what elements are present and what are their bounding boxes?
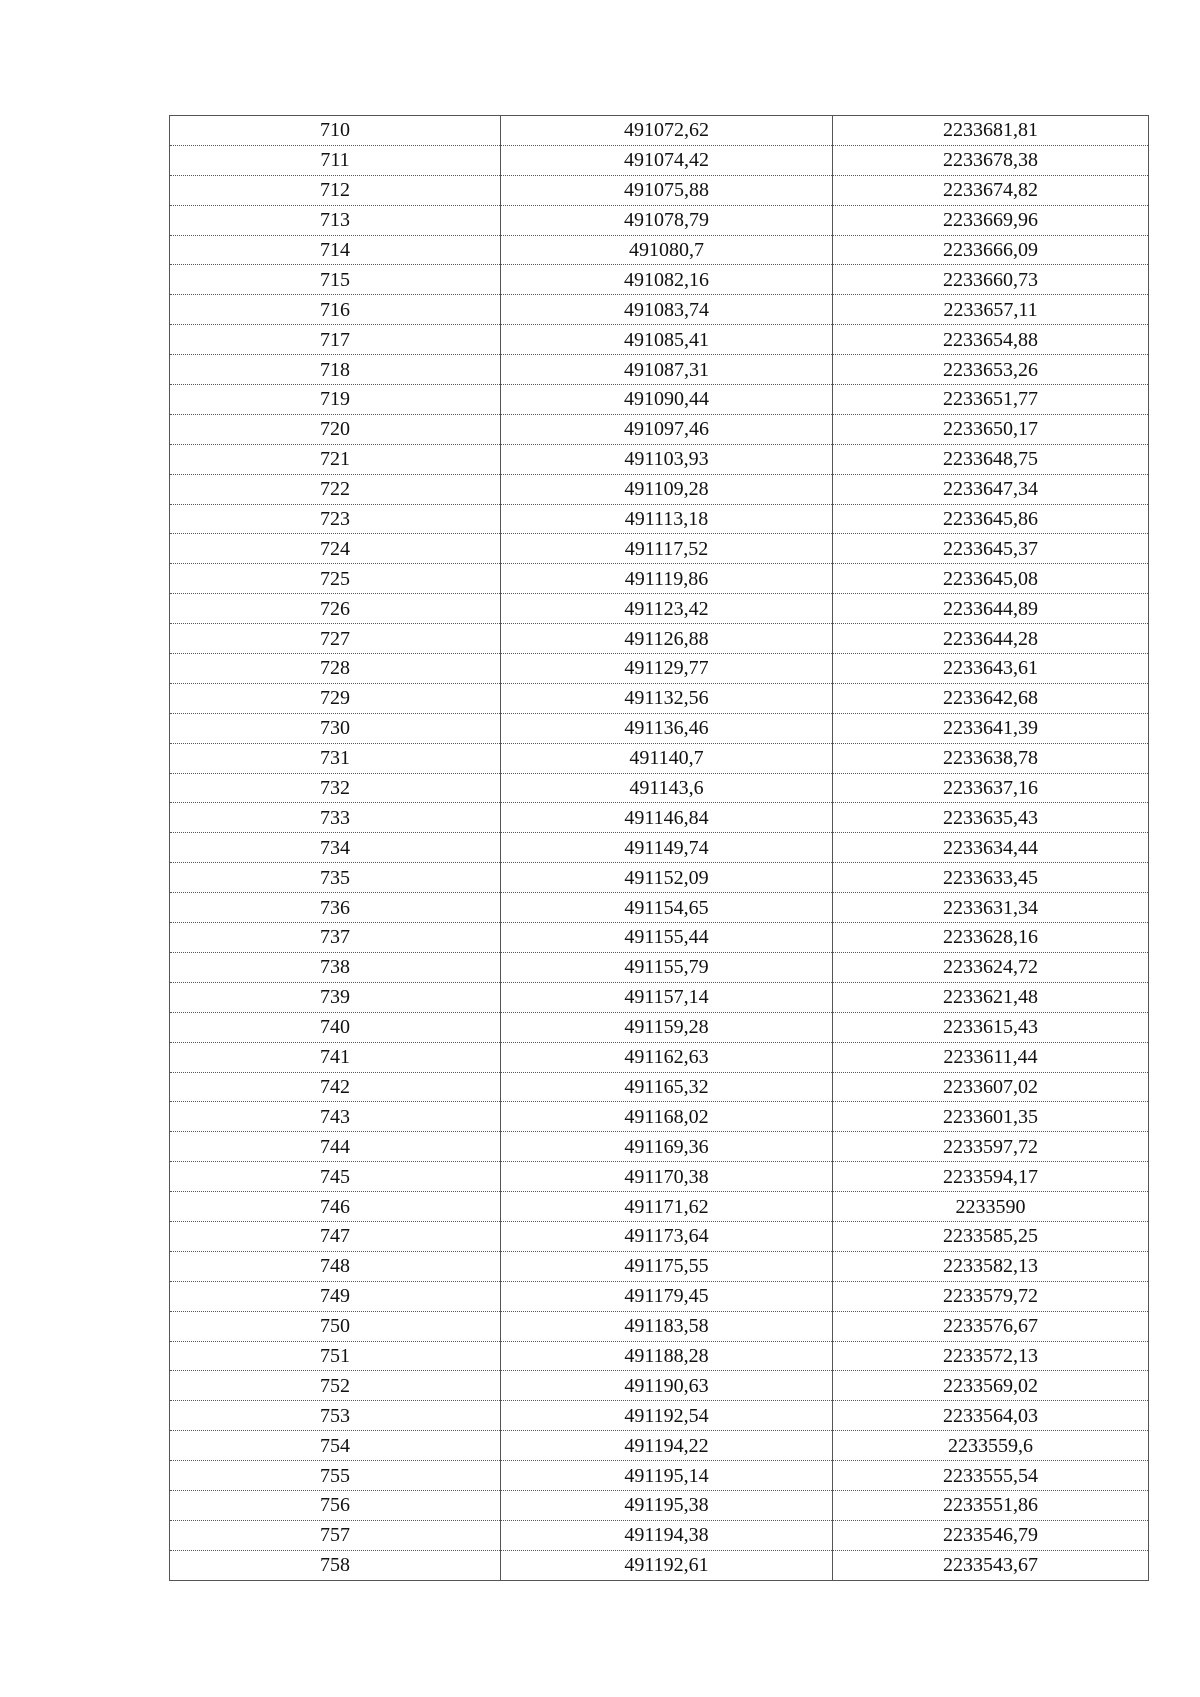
- point-number-cell: 753: [170, 1401, 501, 1431]
- y-coordinate-cell: 2233645,37: [833, 534, 1149, 564]
- y-coordinate-cell: 2233678,38: [833, 145, 1149, 175]
- y-coordinate-cell: 2233635,43: [833, 803, 1149, 833]
- point-number-cell: 752: [170, 1371, 501, 1401]
- point-number-cell: 742: [170, 1072, 501, 1102]
- x-coordinate-cell: 491078,79: [501, 205, 833, 235]
- point-number-cell: 738: [170, 952, 501, 982]
- x-coordinate-cell: 491074,42: [501, 145, 833, 175]
- y-coordinate-cell: 2233543,67: [833, 1550, 1149, 1580]
- y-coordinate-cell: 2233644,89: [833, 594, 1149, 624]
- x-coordinate-cell: 491195,14: [501, 1461, 833, 1491]
- table-row: [170, 205, 1149, 235]
- point-number-cell: 743: [170, 1102, 501, 1132]
- x-coordinate-cell: 491097,46: [501, 414, 833, 444]
- table-row: [170, 1102, 1149, 1132]
- x-coordinate-cell: 491162,63: [501, 1042, 833, 1072]
- table-row: [170, 863, 1149, 893]
- point-number-cell: 754: [170, 1431, 501, 1461]
- x-coordinate-cell: 491179,45: [501, 1281, 833, 1311]
- point-number-cell: 758: [170, 1550, 501, 1580]
- point-number-cell: 755: [170, 1461, 501, 1491]
- table-row: [170, 1042, 1149, 1072]
- point-number-cell: 727: [170, 624, 501, 654]
- table-row: [170, 713, 1149, 743]
- y-coordinate-cell: 2233624,72: [833, 952, 1149, 982]
- point-number-cell: 724: [170, 534, 501, 564]
- table-row: [170, 1251, 1149, 1281]
- x-coordinate-cell: 491168,02: [501, 1102, 833, 1132]
- table-row: [170, 564, 1149, 594]
- table-row: [170, 923, 1149, 953]
- y-coordinate-cell: 2233597,72: [833, 1132, 1149, 1162]
- coordinates-table-body: [170, 116, 1149, 1581]
- y-coordinate-cell: 2233681,81: [833, 116, 1149, 146]
- point-number-cell: 746: [170, 1192, 501, 1222]
- x-coordinate-cell: 491082,16: [501, 265, 833, 295]
- x-coordinate-cell: 491109,28: [501, 474, 833, 504]
- table-row: [170, 1311, 1149, 1341]
- table-row: [170, 743, 1149, 773]
- y-coordinate-cell: 2233590: [833, 1192, 1149, 1222]
- point-number-cell: 731: [170, 743, 501, 773]
- x-coordinate-cell: 491159,28: [501, 1012, 833, 1042]
- point-number-cell: 721: [170, 444, 501, 474]
- point-number-cell: 729: [170, 683, 501, 713]
- x-coordinate-cell: 491194,22: [501, 1431, 833, 1461]
- x-coordinate-cell: 491152,09: [501, 863, 833, 893]
- y-coordinate-cell: 2233641,39: [833, 713, 1149, 743]
- x-coordinate-cell: 491080,7: [501, 235, 833, 265]
- y-coordinate-cell: 2233601,35: [833, 1102, 1149, 1132]
- x-coordinate-cell: 491140,7: [501, 743, 833, 773]
- point-number-cell: 747: [170, 1221, 501, 1251]
- y-coordinate-cell: 2233611,44: [833, 1042, 1149, 1072]
- point-number-cell: 713: [170, 205, 501, 235]
- point-number-cell: 716: [170, 295, 501, 325]
- y-coordinate-cell: 2233638,78: [833, 743, 1149, 773]
- point-number-cell: 748: [170, 1251, 501, 1281]
- table-row: [170, 1520, 1149, 1550]
- x-coordinate-cell: 491087,31: [501, 355, 833, 385]
- point-number-cell: 718: [170, 355, 501, 385]
- x-coordinate-cell: 491146,84: [501, 803, 833, 833]
- point-number-cell: 725: [170, 564, 501, 594]
- x-coordinate-cell: 491123,42: [501, 594, 833, 624]
- table-row: [170, 683, 1149, 713]
- table-row: [170, 893, 1149, 923]
- x-coordinate-cell: 491173,64: [501, 1221, 833, 1251]
- y-coordinate-cell: 2233647,34: [833, 474, 1149, 504]
- x-coordinate-cell: 491143,6: [501, 773, 833, 803]
- y-coordinate-cell: 2233657,11: [833, 295, 1149, 325]
- table-row: [170, 504, 1149, 534]
- table-row: [170, 385, 1149, 415]
- y-coordinate-cell: 2233631,34: [833, 893, 1149, 923]
- table-row: [170, 803, 1149, 833]
- table-row: [170, 295, 1149, 325]
- x-coordinate-cell: 491072,62: [501, 116, 833, 146]
- y-coordinate-cell: 2233607,02: [833, 1072, 1149, 1102]
- x-coordinate-cell: 491192,54: [501, 1401, 833, 1431]
- x-coordinate-cell: 491090,44: [501, 385, 833, 415]
- point-number-cell: 744: [170, 1132, 501, 1162]
- point-number-cell: 726: [170, 594, 501, 624]
- point-number-cell: 740: [170, 1012, 501, 1042]
- table-row: [170, 773, 1149, 803]
- y-coordinate-cell: 2233666,09: [833, 235, 1149, 265]
- y-coordinate-cell: 2233653,26: [833, 355, 1149, 385]
- y-coordinate-cell: 2233669,96: [833, 205, 1149, 235]
- x-coordinate-cell: 491103,93: [501, 444, 833, 474]
- y-coordinate-cell: 2233644,28: [833, 624, 1149, 654]
- x-coordinate-cell: 491169,36: [501, 1132, 833, 1162]
- point-number-cell: 723: [170, 504, 501, 534]
- x-coordinate-cell: 491129,77: [501, 654, 833, 684]
- table-row: [170, 1012, 1149, 1042]
- point-number-cell: 730: [170, 713, 501, 743]
- x-coordinate-cell: 491190,63: [501, 1371, 833, 1401]
- point-number-cell: 715: [170, 265, 501, 295]
- y-coordinate-cell: 2233645,08: [833, 564, 1149, 594]
- table-row: [170, 982, 1149, 1012]
- table-row: [170, 1461, 1149, 1491]
- x-coordinate-cell: 491183,58: [501, 1311, 833, 1341]
- x-coordinate-cell: 491075,88: [501, 175, 833, 205]
- point-number-cell: 735: [170, 863, 501, 893]
- table-row: [170, 265, 1149, 295]
- table-row: [170, 833, 1149, 863]
- table-row: [170, 175, 1149, 205]
- y-coordinate-cell: 2233642,68: [833, 683, 1149, 713]
- point-number-cell: 710: [170, 116, 501, 146]
- y-coordinate-cell: 2233645,86: [833, 504, 1149, 534]
- table-row: [170, 1132, 1149, 1162]
- y-coordinate-cell: 2233559,6: [833, 1431, 1149, 1461]
- table-row: [170, 534, 1149, 564]
- point-number-cell: 733: [170, 803, 501, 833]
- y-coordinate-cell: 2233582,13: [833, 1251, 1149, 1281]
- x-coordinate-cell: 491171,62: [501, 1192, 833, 1222]
- point-number-cell: 736: [170, 893, 501, 923]
- x-coordinate-cell: 491085,41: [501, 325, 833, 355]
- table-row: [170, 1431, 1149, 1461]
- y-coordinate-cell: 2233564,03: [833, 1401, 1149, 1431]
- y-coordinate-cell: 2233546,79: [833, 1520, 1149, 1550]
- coordinates-table: [169, 115, 1149, 1581]
- x-coordinate-cell: 491194,38: [501, 1520, 833, 1550]
- table-row: [170, 1550, 1149, 1580]
- table-row: [170, 145, 1149, 175]
- table-row: [170, 1401, 1149, 1431]
- x-coordinate-cell: 491195,38: [501, 1490, 833, 1520]
- y-coordinate-cell: 2233615,43: [833, 1012, 1149, 1042]
- point-number-cell: 756: [170, 1490, 501, 1520]
- y-coordinate-cell: 2233555,54: [833, 1461, 1149, 1491]
- table-row: [170, 654, 1149, 684]
- y-coordinate-cell: 2233585,25: [833, 1221, 1149, 1251]
- y-coordinate-cell: 2233634,44: [833, 833, 1149, 863]
- point-number-cell: 749: [170, 1281, 501, 1311]
- table-row: [170, 1341, 1149, 1371]
- x-coordinate-cell: 491149,74: [501, 833, 833, 863]
- point-number-cell: 712: [170, 175, 501, 205]
- point-number-cell: 717: [170, 325, 501, 355]
- table-row: [170, 594, 1149, 624]
- y-coordinate-cell: 2233650,17: [833, 414, 1149, 444]
- point-number-cell: 728: [170, 654, 501, 684]
- x-coordinate-cell: 491192,61: [501, 1550, 833, 1580]
- point-number-cell: 741: [170, 1042, 501, 1072]
- point-number-cell: 719: [170, 385, 501, 415]
- x-coordinate-cell: 491170,38: [501, 1162, 833, 1192]
- y-coordinate-cell: 2233628,16: [833, 923, 1149, 953]
- y-coordinate-cell: 2233576,67: [833, 1311, 1149, 1341]
- point-number-cell: 750: [170, 1311, 501, 1341]
- y-coordinate-cell: 2233572,13: [833, 1341, 1149, 1371]
- table-row: [170, 444, 1149, 474]
- x-coordinate-cell: 491119,86: [501, 564, 833, 594]
- point-number-cell: 722: [170, 474, 501, 504]
- point-number-cell: 737: [170, 923, 501, 953]
- table-row: [170, 325, 1149, 355]
- x-coordinate-cell: 491165,32: [501, 1072, 833, 1102]
- point-number-cell: 739: [170, 982, 501, 1012]
- y-coordinate-cell: 2233621,48: [833, 982, 1149, 1012]
- x-coordinate-cell: 491157,14: [501, 982, 833, 1012]
- y-coordinate-cell: 2233594,17: [833, 1162, 1149, 1192]
- y-coordinate-cell: 2233643,61: [833, 654, 1149, 684]
- x-coordinate-cell: 491154,65: [501, 893, 833, 923]
- point-number-cell: 711: [170, 145, 501, 175]
- point-number-cell: 757: [170, 1520, 501, 1550]
- table-row: [170, 235, 1149, 265]
- y-coordinate-cell: 2233579,72: [833, 1281, 1149, 1311]
- table-row: [170, 1192, 1149, 1222]
- x-coordinate-cell: 491155,79: [501, 952, 833, 982]
- table-row: [170, 624, 1149, 654]
- point-number-cell: 734: [170, 833, 501, 863]
- y-coordinate-cell: 2233651,77: [833, 385, 1149, 415]
- y-coordinate-cell: 2233569,02: [833, 1371, 1149, 1401]
- x-coordinate-cell: 491132,56: [501, 683, 833, 713]
- point-number-cell: 720: [170, 414, 501, 444]
- y-coordinate-cell: 2233674,82: [833, 175, 1149, 205]
- x-coordinate-cell: 491126,88: [501, 624, 833, 654]
- x-coordinate-cell: 491136,46: [501, 713, 833, 743]
- table-row: [170, 952, 1149, 982]
- y-coordinate-cell: 2233660,73: [833, 265, 1149, 295]
- table-row: [170, 1490, 1149, 1520]
- table-row: [170, 1162, 1149, 1192]
- x-coordinate-cell: 491113,18: [501, 504, 833, 534]
- y-coordinate-cell: 2233551,86: [833, 1490, 1149, 1520]
- x-coordinate-cell: 491175,55: [501, 1251, 833, 1281]
- table-row: [170, 414, 1149, 444]
- y-coordinate-cell: 2233648,75: [833, 444, 1149, 474]
- x-coordinate-cell: 491155,44: [501, 923, 833, 953]
- y-coordinate-cell: 2233637,16: [833, 773, 1149, 803]
- point-number-cell: 745: [170, 1162, 501, 1192]
- table-row: [170, 116, 1149, 146]
- x-coordinate-cell: 491188,28: [501, 1341, 833, 1371]
- table-row: [170, 1281, 1149, 1311]
- point-number-cell: 714: [170, 235, 501, 265]
- table-row: [170, 1221, 1149, 1251]
- point-number-cell: 732: [170, 773, 501, 803]
- table-row: [170, 355, 1149, 385]
- x-coordinate-cell: 491117,52: [501, 534, 833, 564]
- x-coordinate-cell: 491083,74: [501, 295, 833, 325]
- table-row: [170, 1072, 1149, 1102]
- point-number-cell: 751: [170, 1341, 501, 1371]
- table-row: [170, 474, 1149, 504]
- y-coordinate-cell: 2233654,88: [833, 325, 1149, 355]
- y-coordinate-cell: 2233633,45: [833, 863, 1149, 893]
- table-row: [170, 1371, 1149, 1401]
